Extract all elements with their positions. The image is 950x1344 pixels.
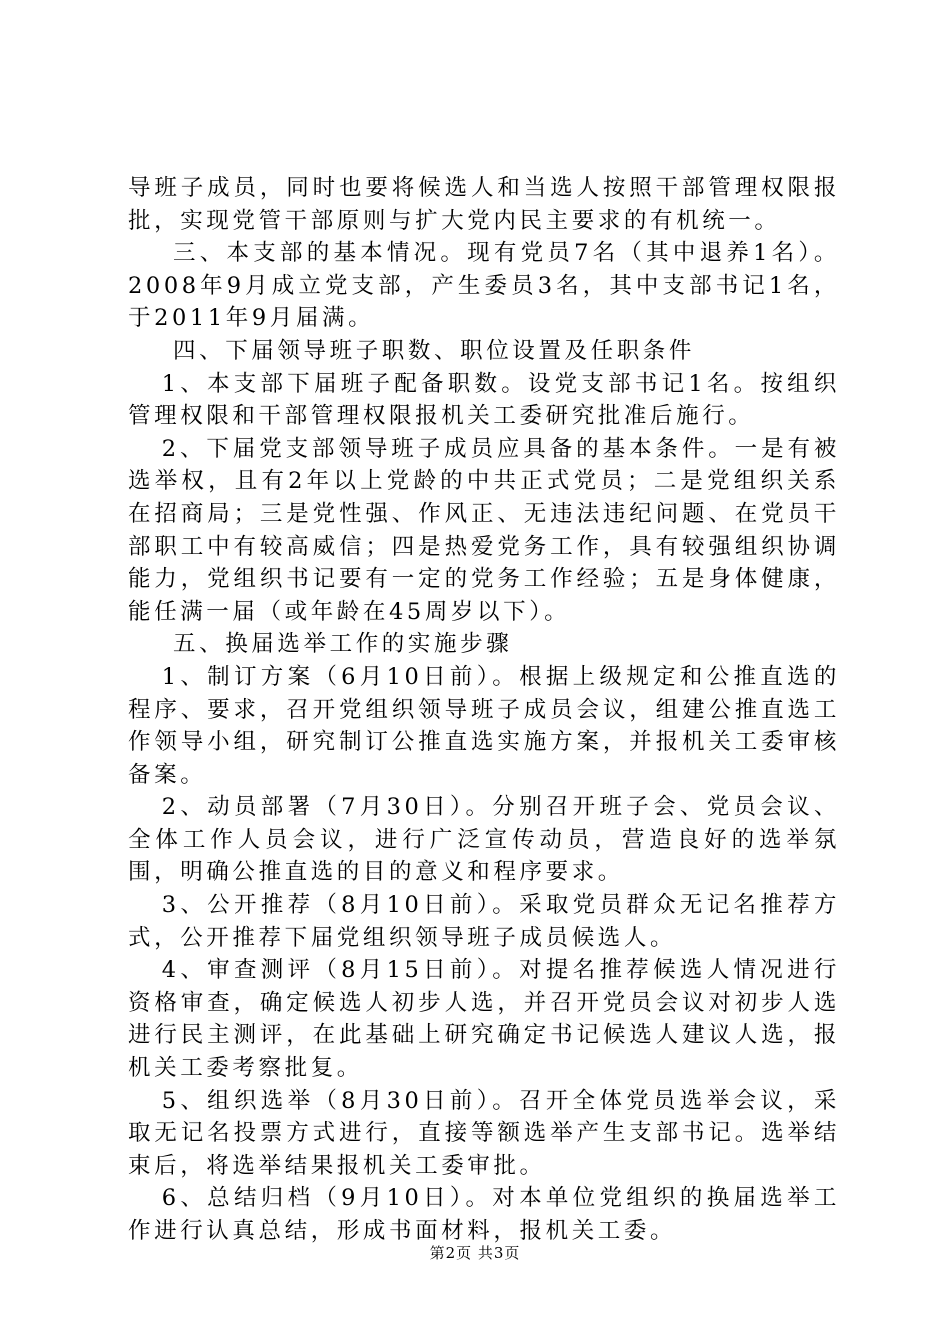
- heading-section-4: 四、下届领导班子职数、职位设置及任职条件: [173, 337, 696, 364]
- paragraph-step-6: 6、总结归档（9月10日）。对本单位党组织的换届选举工作进行认真总结，形成书面材料，报机关工委。: [128, 1185, 840, 1244]
- paragraph-continuation: 导班子成员，同时也要将候选人和当选人按照干部管理权限报批，实现党管干部原则与扩大党内民主要求的有机统一。: [128, 175, 840, 234]
- paragraph-step-5: 5、组织选举（8月30日前）。召开全体党员选举会议，采取无记名投票方式进行，直接等额选举产生支部书记。选举结束后，将选举结果报机关工委审批。: [128, 1087, 840, 1179]
- paragraph-step-3: 3、公开推荐（8月10日前）。采取党员群众无记名推荐方式，公开推荐下届党组织领导班子成员候选人。: [128, 892, 840, 951]
- paragraph-step-2: 2、动员部署（7月30日）。分别召开班子会、党员会议、全体工作人员会议，进行广泛宣传动员，营造良好的选举氛围，明确公推直选的目的意义和程序要求。: [128, 794, 840, 886]
- paragraph-item-4-1: 1、本支部下届班子配备职数。设党支部书记1名。按组织管理权限和干部管理权限报机关工委研究批准后施行。: [128, 370, 840, 430]
- paragraph-step-1: 1、制订方案（6月10日前）。根据上级规定和公推直选的程序、要求，召开党组织领导班子成员会议，组建公推直选工作领导小组，研究制订公推直选实施方案，并报机关工委审核备案。: [128, 663, 840, 788]
- page-number-footer: 第2页 共3页: [429, 1244, 521, 1262]
- heading-section-5: 五、换届选举工作的实施步骤: [173, 631, 513, 658]
- paragraph-section-3: 三、本支部的基本情况。现有党员7名（其中退养1名）。2008年9月成立党支部，产生委员3名，其中支部书记1名，于2011年9月届满。: [128, 240, 840, 332]
- paragraph-step-4: 4、审查测评（8月15日前）。对提名推荐候选人情况进行资格审查，确定候选人初步人选，并召开党员会议对初步人选进行民主测评，在此基础上研究确定书记候选人建议人选，报机关工委考察批复。: [128, 957, 840, 1082]
- document-body: [128, 172, 840, 1248]
- paragraph-item-4-2: 2、下届党支部领导班子成员应具备的基本条件。一是有被选举权，且有2年以上党龄的中共正式党员；二是党组织关系在招商局；三是党性强、作风正、无违法违纪问题、在党员干部职工中有较高威信；四是热爱党务工作，具有较强组织协调能力，党组织书记要有一定的党务工作经验；五是身体健康，能任满一届（或年龄在45周岁以下）。: [128, 435, 840, 625]
